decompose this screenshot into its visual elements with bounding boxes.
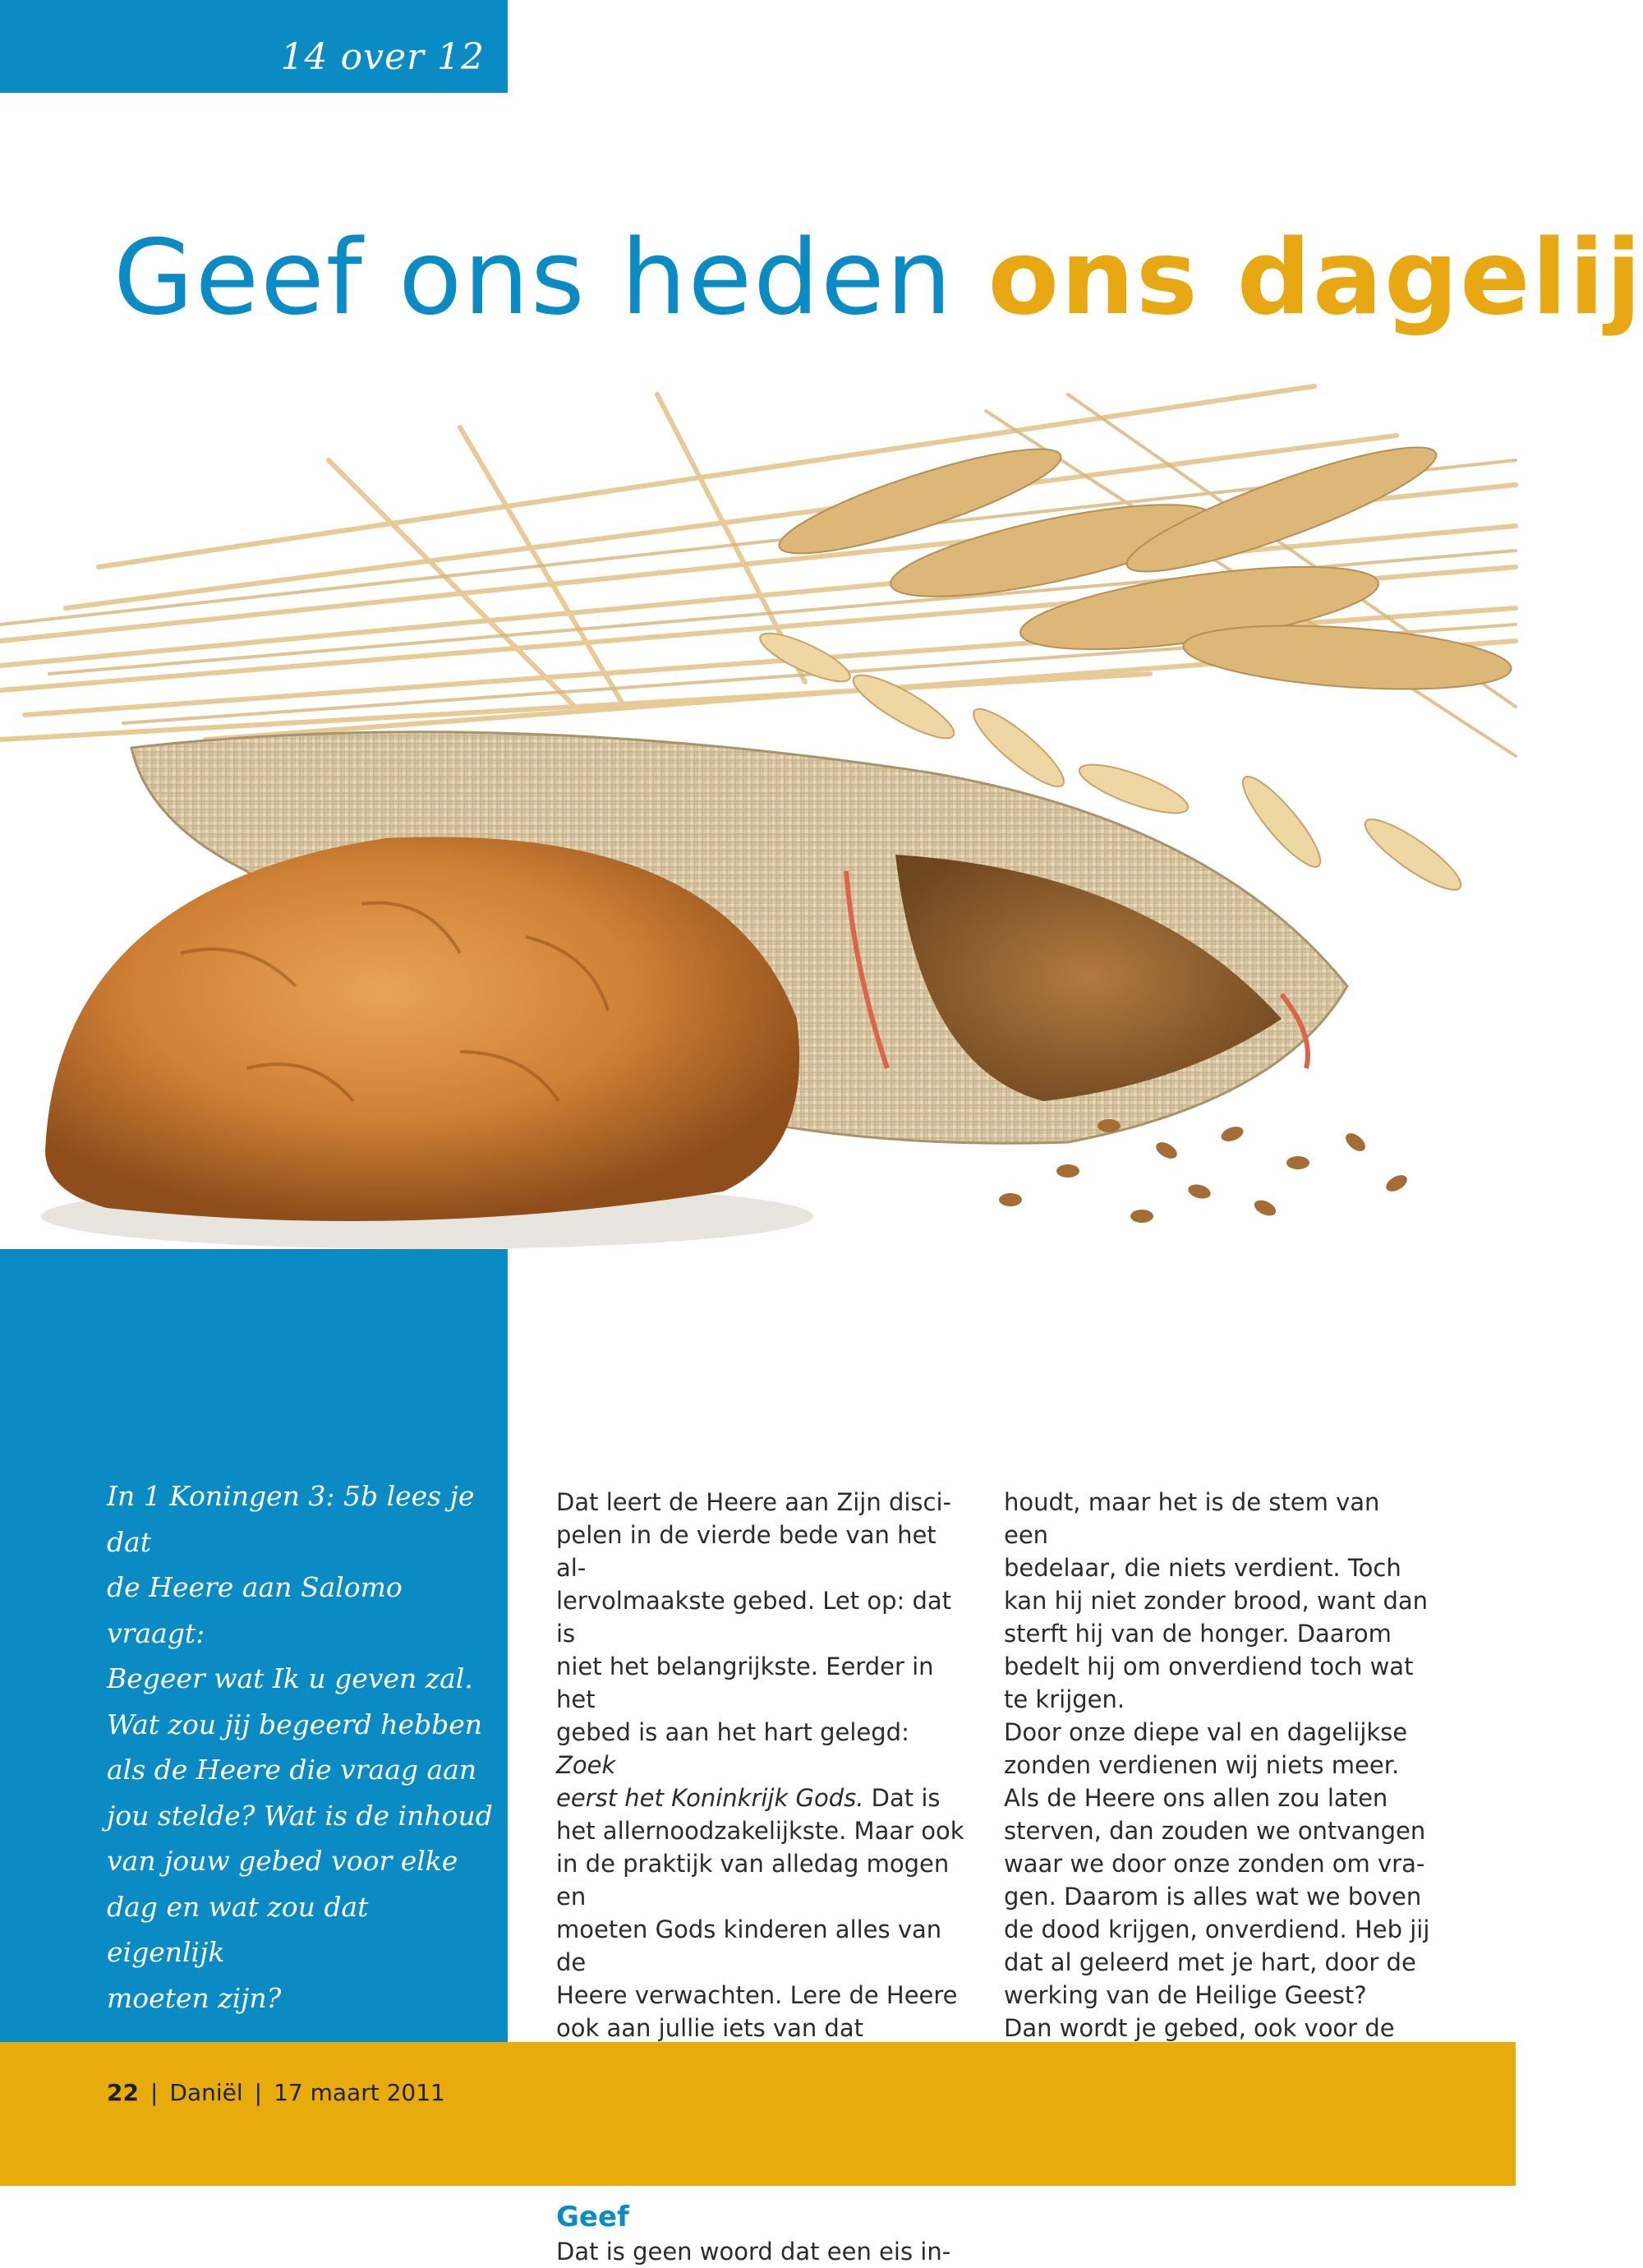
sidebar-line: de Heere aan Salomo vraagt: (107, 1571, 403, 1649)
body-text: gebed is aan het hart gelegd: (556, 1718, 909, 1746)
article-headline (113, 212, 1643, 343)
page-footer (107, 2079, 445, 2106)
italic-quote: eerst het Koninkrijk Gods. (556, 1784, 864, 1812)
section-tab-label: 14 over 12 (280, 36, 485, 78)
body-line: gen. Daarom is alles wat we boven (1004, 1883, 1422, 1911)
body-line: bedelt hij om onverdiend toch wat (1004, 1653, 1414, 1680)
body-line: pelen in de vierde bede van het al- (556, 1521, 937, 1582)
body-line: sterven, dan zouden we ontvangen (1004, 1817, 1426, 1845)
body-line: te krijgen. (1004, 1685, 1125, 1713)
body-line: Door onze diepe val en dagelijkse (1004, 1718, 1408, 1746)
section-tab (0, 0, 508, 93)
body-line: Dat leert de Heere aan Zijn disci- (556, 1488, 952, 1516)
body-line: zonden verdienen wij niets meer. (1004, 1751, 1400, 1779)
body-line: waar we door onze zonden om vra- (1004, 1850, 1425, 1878)
body-line: het allernoodzakelijkste. Maar ook (556, 1817, 964, 1845)
sidebar-line: jou stelde? Wat is de inhoud (107, 1799, 493, 1832)
body-line: de dood krijgen, onverdiend. Heb jij (1004, 1915, 1430, 1943)
headline-part-blue: Geef ons heden (113, 217, 988, 338)
body-line: in de praktijk van alledag mogen en (556, 1850, 950, 1911)
footer-bar (0, 2042, 1516, 2186)
body-line: dat al geleerd met je hart, door de (1004, 1948, 1416, 1976)
body-line: Als de Heere ons allen zou laten (1004, 1784, 1388, 1812)
body-line: Dan wordt je gebed, ook voor de (1004, 2014, 1395, 2042)
bread-wheat-burlap-photo (0, 362, 1516, 1282)
body-line: lervolmaakste gebed. Let op: dat is (556, 1587, 952, 1648)
body-text: Dat is (863, 1784, 941, 1812)
body-line: sterft hij van de honger. Daarom (1004, 1620, 1392, 1648)
section-heading: Geef (556, 2201, 629, 2233)
sidebar-intro-text (107, 1473, 493, 2021)
sidebar-line: Wat zou jij begeerd hebben (107, 1708, 483, 1740)
body-line: kan hij niet zonder brood, want dan (1004, 1587, 1429, 1615)
sidebar-line: dag en wat zou dat eigenlijk (107, 1890, 369, 1968)
page-number: 22 (107, 2079, 139, 2106)
body-line (556, 1716, 967, 1782)
article-column-2 (1004, 1486, 1431, 2044)
sidebar-line: moeten zijn? (107, 1981, 282, 2014)
body-line: Dat is geen woord dat een eis in- (556, 2238, 951, 2266)
footer-separator: | (150, 2079, 159, 2106)
body-line: niet het belangrijkste. Eerder in het (556, 1653, 934, 1713)
body-line: moeten Gods kinderen alles van de (556, 1915, 942, 1976)
body-line: werking van de Heilige Geest? (1004, 1981, 1367, 2009)
sidebar-line: In 1 Koningen 3: 5b lees je dat (107, 1480, 475, 1558)
sidebar-line: van jouw gebed voor elke (107, 1845, 458, 1877)
body-line: Heere verwachten. Lere de Heere (556, 1981, 958, 2009)
footer-separator: | (254, 2079, 263, 2106)
body-line (556, 1782, 967, 1814)
sidebar-line: Begeer wat Ik u geven zal. (107, 1662, 473, 1694)
sidebar-line: als de Heere die vraag aan (107, 1754, 477, 1786)
headline-part-orange: ons dagelij (987, 217, 1643, 338)
publication-name: Daniël (169, 2079, 243, 2106)
italic-quote: Zoek (556, 1751, 616, 1779)
body-line: bedelaar, die niets verdient. Toch (1004, 1554, 1401, 1582)
body-line: houdt, maar het is de stem van een (1004, 1488, 1380, 1549)
body-line: ook aan jullie iets van dat (556, 2014, 863, 2042)
issue-date: 17 maart 2011 (274, 2079, 445, 2106)
